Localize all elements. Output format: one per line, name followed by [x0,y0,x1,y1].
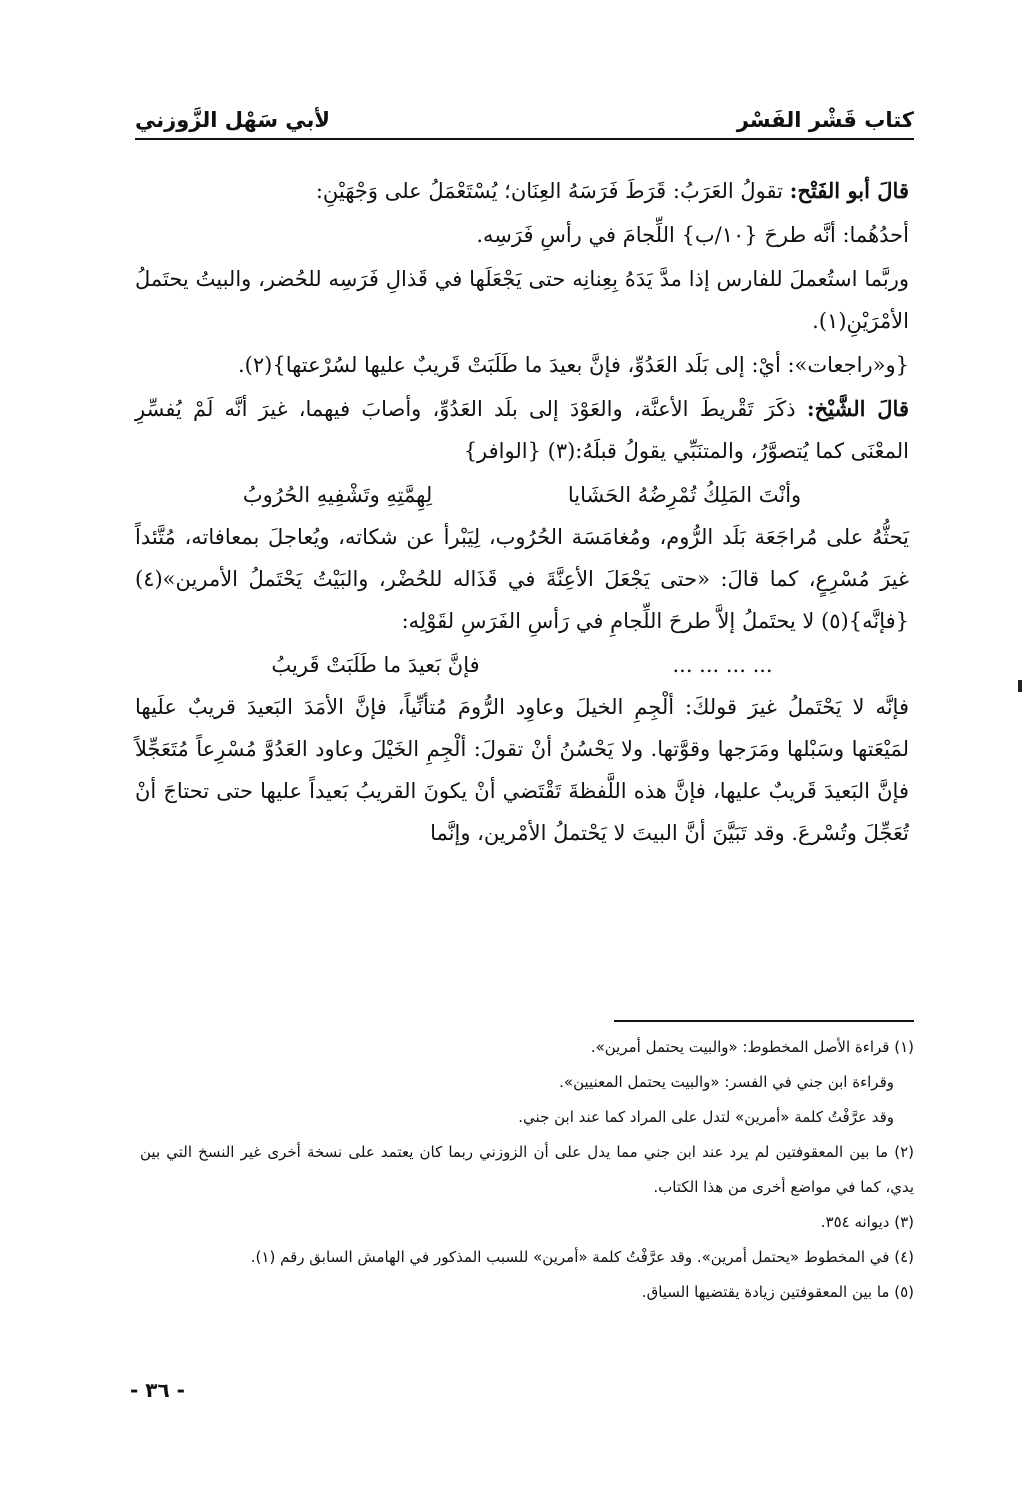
verse-hemistich: لِهِمَّتِهِ وتَشْفِيهِ الحُرُوبُ [242,483,433,507]
verse-hemistich: فإنَّ بَعيدَ ما طَلَبَتْ قَريبُ [271,653,480,677]
book-title: كتاب قَشْر الفَسْر [736,108,914,132]
paragraph: {و«راجعات»: أيْ: إلى بَلَد العَدُوِّ، فإنَّ بعيدَ ما طَلَبَتْ قَريبٌ عليها لسُرْعتها}(٢). [238,353,909,377]
paragraph-text: تقولُ العَرَبُ: قَرَطَ فَرَسَهُ العِنَان؛ يُسْتَعْمَلُ على وَجْهَيْنِ: [315,179,783,203]
scan-mark [1018,680,1022,692]
paragraph [135,388,909,472]
footnote: وقد عرَّفْتُ كلمة «أمرين» لتدل على المراد كما عند ابن جني. [518,1108,894,1126]
footnotes [140,1030,914,1310]
author-title: لأبي سَهْل الزَّوزني [135,108,331,132]
footnote: (٤) في المخطوط «يحتمل أمرين». وقد عرَّفْتُ كلمة «أمرين» للسبب المذكور في الهامش السابق رقم (١). [250,1248,914,1266]
speaker-label: قالَ أبو الفَتْح: [789,178,909,203]
paragraph [135,170,909,212]
footnote: (٥) ما بين المعقوفتين زيادة يقتضيها السياق. [641,1283,914,1301]
paragraph: وربَّما استُعملَ للفارس إذا مدَّ يَدَهُ بِعِنانِه حتى يَجْعَلَها في قَذالِ فَرَسِه للحُضر، والبيتُ يحتَملُ الأمْرَيْنِ(١). [135,267,909,333]
speaker-label: قالَ الشَّيْخ: [806,396,909,421]
paragraph-text: ذكَرَ تَقْريطَ الأعنَّة، والعَوْدَ إلى بلَد العَدُوِّ، وأصابَ فيهما، غيرَ أنَّه لَمْ يُفسِّرِ المعْنَى كما يُتصوَّرُ، والمتنَبِّي يقولُ قبلَهُ:(٣) {الوافر} [135,397,909,463]
paragraph: يَحثُّهُ على مُراجَعَة بَلَد الرُّوم، ومُغامَسَة الحُرُوب، لِيَبْرأ عن شكاته، ويُعاجلَ بمعافاته، مُتَّئداً غيرَ مُسْرِعٍ، كما قالَ: «حتى يَجْعَلَ الأعِنَّةَ في قَذَاله للحُضْر، والبَيْتُ يَحْتَملُ الأمرين»(٤) {فإنَّه}(٥) لا يحتَملُ إلاَّ طرحَ اللِّجامِ في رَأسِ الفَرَسِ لقَوْلِه: [135,525,909,633]
verse-line [135,644,909,686]
footnote-separator [614,1020,914,1022]
footnote: (٣) ديوانه ٣٥٤. [820,1213,914,1231]
verse-line [135,474,909,516]
verse-hemistich: ... ... ... ... [672,653,773,677]
running-header [135,92,914,140]
footnote: (١) قراءة الأصل المخطوط: «والبيت يحتمل أمرين». [590,1038,914,1056]
page-number: - ٣٦ - [130,1378,185,1402]
main-text [135,170,909,856]
footnote: وقراءة ابن جني في الفسر: «والبيت يحتمل المعنيين». [559,1073,894,1091]
paragraph: فإنَّه لا يَحْتَملُ غيرَ قولكَ: ألْجِمِ الخيلَ وعاوِد الرُّومَ مُتأنِّياً، فإنَّ الأمَدَ البَعيدَ قريبٌ علَيها لمَيْعَتها وسَبْلها ومَرَجها وقوَّتها. ولا يَحْسُنُ أنْ تقولَ: ألْجِمِ الخَيْلَ وعاود العَدُوَّ مُسْرِعاً مُتَعَجِّلاً فإنَّ البَعيدَ قَريبٌ عليها، فإنَّ هذه اللَّفظةَ تَقْتَضي أنْ يكونَ القريبُ بَعيداً عليها حتى تحتاجَ أنْ تُعَجِّلَ وتُسْرعَ. وقد تَبَيَّنَ أنَّ البيتَ لا يَحْتملُ الأمْرين، وإنَّما [135,695,909,845]
verse-hemistich: وأنْتَ المَلِكُ تُمْرِضُهُ الحَشَايا [567,483,802,507]
paragraph: أحدُهُما: أنَّه طرحَ {١٠/ب} اللِّجامَ في رأسِ فَرَسِه. [476,223,909,247]
footnote: (٢) ما بين المعقوفتين لم يرد عند ابن جني مما يدل على أن الزوزني ربما كان يعتمد على نسخة أخرى غير النسخ التي بين يدي، كما في مواضع أخرى من هذا الكتاب. [140,1143,914,1196]
